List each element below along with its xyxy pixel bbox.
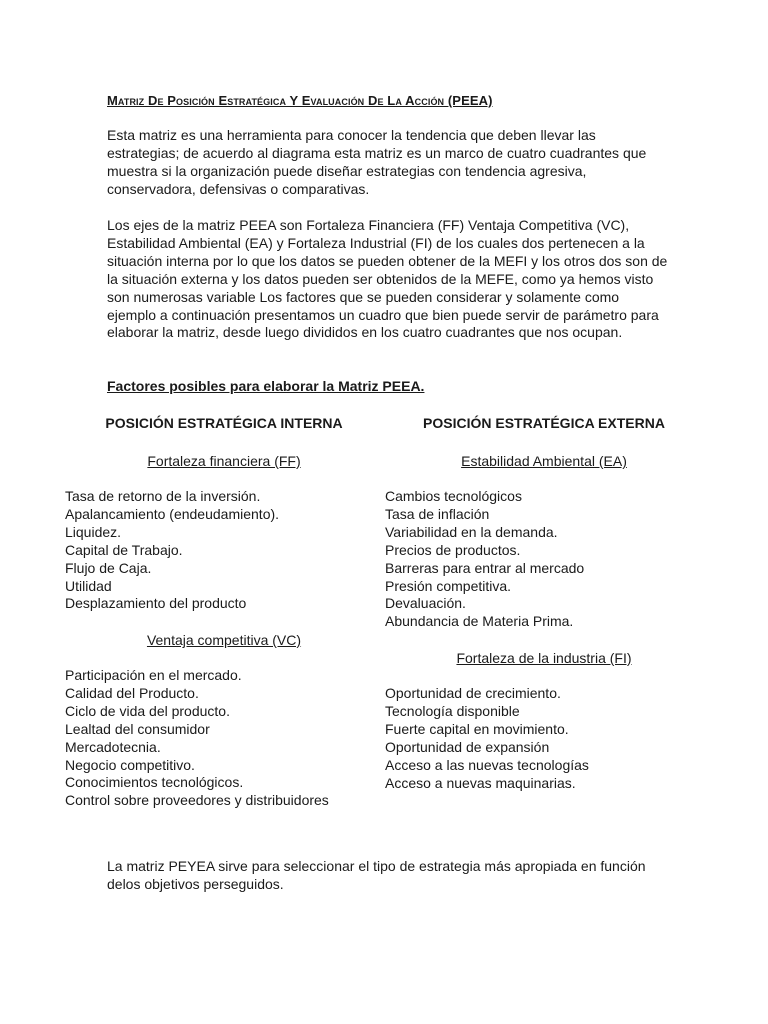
list-item: Presión competitiva. [385,577,512,594]
list-item: Mercadotecnia. [65,738,161,755]
external-position-heading: POSICIÓN ESTRATÉGICA EXTERNA [423,415,665,431]
intro-paragraph: Esta matriz es una herramienta para conocer la tendencia que deben llevar las estrategias; de acuerdo al diagrama esta matriz es un marco de cuatro cuadrantes que muestra si la organización puede diseñar estrategias con tendencia agresiva, conservadora, defensivas o comparativas. [107,127,647,197]
list-item: Acceso a nuevas maquinarias. [385,774,576,791]
axes-paragraph: Los ejes de la matriz PEEA son Fortaleza Financiera (FF) Ventaja Competitiva (VC), Estabilidad Ambiental (EA) y Fortaleza Industrial (FI) de los cuales dos pertenecen a la situación interna por lo que los datos se pueden obtener de la MEFI y los otros dos son de la situación externa y los datos pueden ser obtenidos de la MEFE, como ya hemos visto son numerosas variable Los factores que se pueden considerar y solamente como ejemplo a continuación presentamos un cuadro que bien puede servir de parámetro para elaborar la matriz, desde luego divididos en los cuatro cuadrantes que nos ocupan. [107,217,668,341]
closing-paragraph: La matriz PEYEA sirve para seleccionar el tipo de estrategia más apropiada en función delos objetivos perseguidos. [107,858,646,892]
internal-position-heading: POSICIÓN ESTRATÉGICA INTERNA [105,415,343,431]
list-item: Apalancamiento (endeudamiento). [65,505,280,522]
list-item: Oportunidad de crecimiento. [385,685,561,701]
list-item: Fuerte capital en movimiento. [385,720,569,737]
list-item: Oportunidad de expansión [385,738,550,755]
list-item: Desplazamiento del producto [65,595,247,612]
environmental-stability-list [385,488,584,631]
financial-strength-heading: Fortaleza financiera (FF) [147,453,301,469]
list-item: Devaluación. [385,595,466,612]
list-item: Cambios tecnológicos [385,488,522,504]
list-item: Tecnología disponible [385,702,520,719]
competitive-advantage-list [65,667,329,810]
list-item: Conocimientos tecnológicos. [65,774,244,791]
list-item: Barreras para entrar al mercado [385,559,585,576]
list-item: Liquidez. [65,523,122,540]
factors-heading: Factores posibles para elaborar la Matriz PEEA. [107,378,425,394]
list-item: Precios de productos. [385,541,521,558]
list-item: Abundancia de Materia Prima. [385,613,574,630]
list-item: Utilidad [65,577,112,594]
list-item: Variabilidad en la demanda. [385,523,558,540]
list-item: Ciclo de vida del producto. [65,702,230,719]
list-item: Lealtad del consumidor [65,720,210,737]
industry-strength-list [385,685,589,792]
document-title: Matriz De Posición Estratégica Y Evaluación De La Acción (PEEA) [107,93,493,108]
list-item: Negocio competitivo. [65,756,195,773]
industry-strength-heading: Fortaleza de la industria (FI) [456,650,632,666]
list-item: Tasa de retorno de la inversión. [65,488,261,504]
financial-strength-list [65,488,279,613]
list-item: Participación en el mercado. [65,667,242,683]
list-item: Calidad del Producto. [65,684,199,701]
list-item: Tasa de inflación [385,505,490,522]
list-item: Flujo de Caja. [65,559,152,576]
list-item: Acceso a las nuevas tecnologías [385,756,589,773]
list-item: Control sobre proveedores y distribuidores [65,792,329,809]
environmental-stability-heading: Estabilidad Ambiental (EA) [461,453,627,469]
competitive-advantage-heading: Ventaja competitiva (VC) [146,632,302,648]
list-item: Capital de Trabajo. [65,541,183,558]
